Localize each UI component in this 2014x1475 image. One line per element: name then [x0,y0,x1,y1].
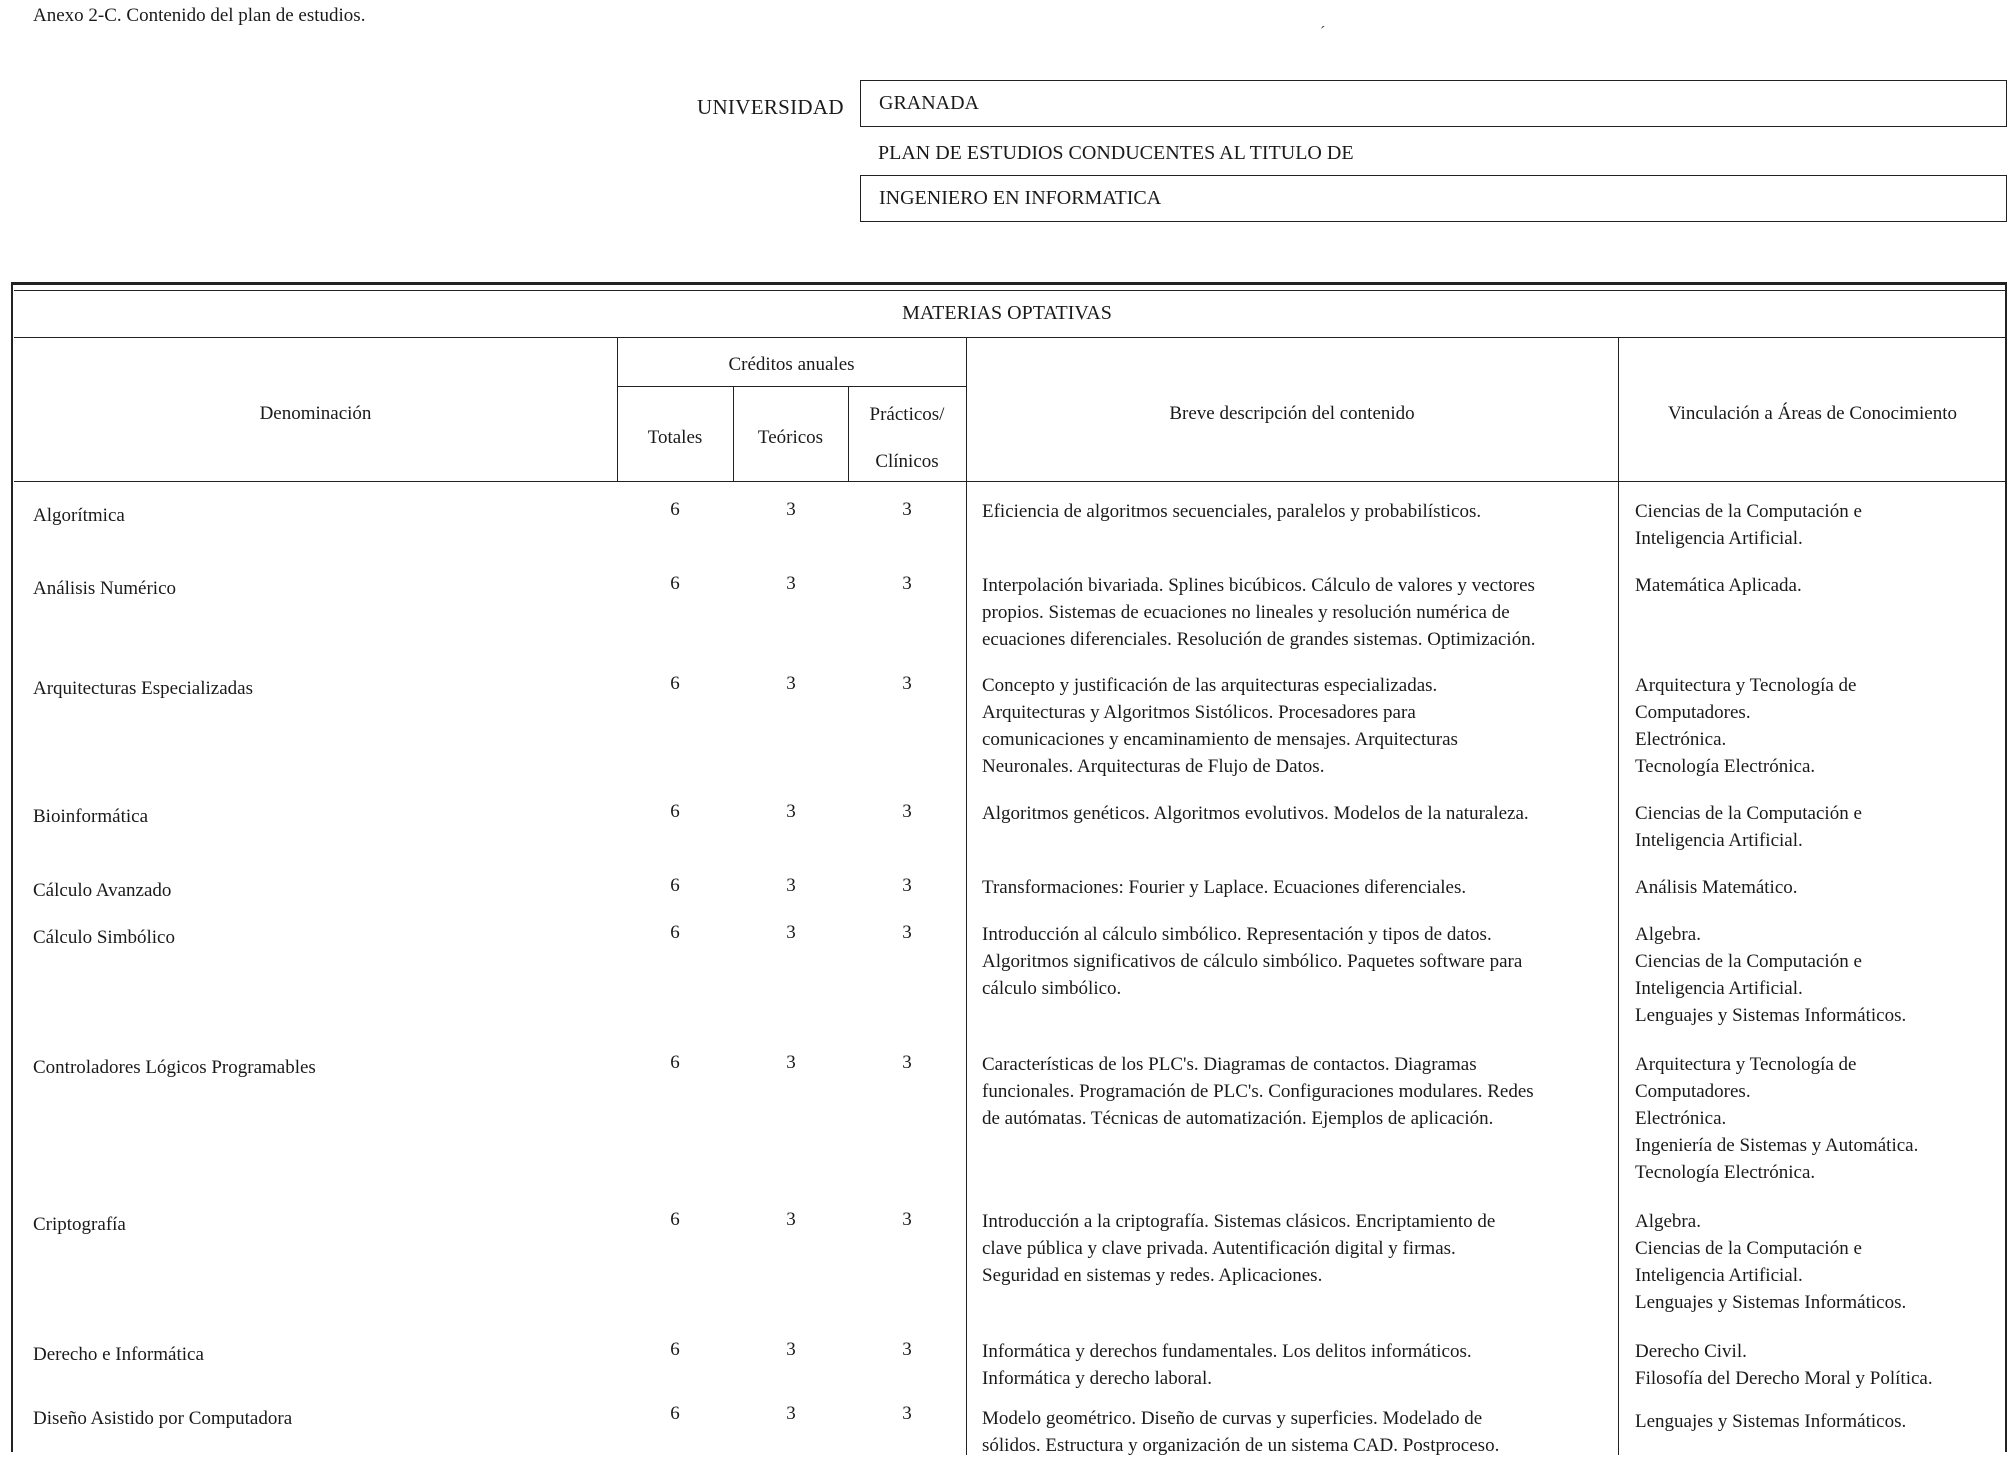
col-denominacion: Denominación [259,403,372,424]
row-areas: Derecho Civil. Filosofía del Derecho Moral y Política. [1635,1341,1933,1389]
col-creditos: Créditos anuales [728,354,855,375]
row-description: Concepto y justificación de las arquitecturas especializadas. Arquitecturas y Algoritmos Sistólicos. Procesadores para comunicaciones y encaminamiento de mensajes. Arquitecturas Neuronales. Arquitecturas de Flujo de Datos. [982,675,1458,777]
row-totales: 6 [670,673,680,694]
header-bottom-rule [14,481,2005,482]
row-areas: Algebra. Ciencias de la Computación e Inteligencia Artificial. Lenguajes y Sistemas Informáticos. [1635,1211,1907,1313]
row-practicos: 3 [902,1339,912,1360]
row-description: Transformaciones: Fourier y Laplace. Ecuaciones diferenciales. [982,877,1467,898]
row-areas: Arquitectura y Tecnología de Computadores. Electrónica. Tecnología Electrónica. [1635,675,1857,777]
scan-mark: ´ [1320,24,1326,41]
row-areas: Ciencias de la Computación e Inteligencia Artificial. [1635,803,1862,851]
row-name: Cálculo Simbólico [33,927,175,948]
creditos-rule [617,386,966,387]
col-divider [1618,337,1619,1455]
row-areas: Ciencias de la Computación e Inteligencia Artificial. [1635,501,1862,549]
row-description: Interpolación bivariada. Splines bicúbicos. Cálculo de valores y vectores propios. Sistemas de ecuaciones no lineales y resolución numérica de ecuaciones diferenciales. Resolución de grandes sistemas. Optimización. [982,575,1536,650]
col-clinicos: Clínicos [875,451,939,472]
row-teoricos: 3 [786,1209,796,1230]
row-areas: Algebra. Ciencias de la Computación e Inteligencia Artificial. Lenguajes y Sistemas Informáticos. [1635,924,1907,1026]
row-practicos: 3 [902,499,912,520]
row-practicos: 3 [902,875,912,896]
plan-label: PLAN DE ESTUDIOS CONDUCENTES AL TITULO DE [878,142,1354,164]
row-teoricos: 3 [786,922,796,943]
universidad-label: UNIVERSIDAD [697,95,844,119]
row-practicos: 3 [902,1403,912,1424]
titulo-field: INGENIERO EN INFORMATICA [860,175,2007,222]
row-teoricos: 3 [786,1339,796,1360]
row-teoricos: 3 [786,875,796,896]
row-areas: Lenguajes y Sistemas Informáticos. [1635,1411,1907,1432]
row-name: Controladores Lógicos Programables [33,1057,316,1078]
row-description: Informática y derechos fundamentales. Los delitos informáticos. Informática y derecho laboral. [982,1341,1472,1389]
col-descripcion: Breve descripción del contenido [1169,403,1415,424]
header-rule [14,337,2005,338]
row-name: Análisis Numérico [33,578,177,599]
row-teoricos: 3 [786,573,796,594]
row-description: Introducción al cálculo simbólico. Representación y tipos de datos. Algoritmos significativos de cálculo simbólico. Paquetes software para cálculo simbólico. [982,924,1523,999]
row-teoricos: 3 [786,499,796,520]
row-name: Diseño Asistido por Computadora [33,1408,293,1429]
row-totales: 6 [670,499,680,520]
row-teoricos: 3 [786,801,796,822]
row-practicos: 3 [902,673,912,694]
row-name: Algorítmica [33,505,125,526]
row-totales: 6 [670,922,680,943]
row-totales: 6 [670,1403,680,1424]
col-teoricos: Teóricos [757,427,824,448]
row-areas: Análisis Matemático. [1635,877,1798,898]
row-totales: 6 [670,1209,680,1230]
row-areas: Matemática Aplicada. [1635,575,1802,596]
table-title: MATERIAS OPTATIVAS [902,302,1112,324]
row-totales: 6 [670,875,680,896]
row-totales: 6 [670,801,680,822]
col-vinculacion: Vinculación a Áreas de Conocimiento [1667,403,1958,424]
row-teoricos: 3 [786,1403,796,1424]
row-practicos: 3 [902,573,912,594]
row-practicos: 3 [902,1209,912,1230]
row-totales: 6 [670,573,680,594]
col-divider [966,337,967,1455]
row-teoricos: 3 [786,1052,796,1073]
row-totales: 6 [670,1052,680,1073]
row-description: Características de los PLC's. Diagramas de contactos. Diagramas funcionales. Programación de PLC's. Configuraciones modulares. Redes de autómatas. Técnicas de automatización. Ejemplos de aplicación. [982,1054,1534,1129]
row-totales: 6 [670,1339,680,1360]
row-name: Arquitecturas Especializadas [33,678,253,699]
row-description: Eficiencia de algoritmos secuenciales, paralelos y probabilísticos. [982,501,1482,522]
row-teoricos: 3 [786,673,796,694]
annex-heading: Anexo 2-C. Contenido del plan de estudios. [33,5,366,26]
col-practicos: Prácticos/ [869,404,945,425]
universidad-field: GRANADA [860,80,2007,127]
row-name: Cálculo Avanzado [33,880,172,901]
row-areas: Arquitectura y Tecnología de Computadores. Electrónica. Ingeniería de Sistemas y Automática. Tecnología Electrónica. [1635,1054,1919,1183]
row-name: Bioinformática [33,806,149,827]
row-practicos: 3 [902,1052,912,1073]
row-name: Criptografía [33,1214,126,1235]
table-top-rule [14,290,2005,291]
row-practicos: 3 [902,922,912,943]
row-description: Algoritmos genéticos. Algoritmos evolutivos. Modelos de la naturaleza. [982,803,1529,824]
row-practicos: 3 [902,801,912,822]
col-totales: Totales [647,427,703,448]
row-description: Introducción a la criptografía. Sistemas clásicos. Encriptamiento de clave pública y clave privada. Autentificación digital y firmas. Seguridad en sistemas y redes. Aplicaciones. [982,1211,1496,1286]
row-name: Derecho e Informática [33,1344,204,1365]
row-description: Modelo geométrico. Diseño de curvas y superficies. Modelado de sólidos. Estructura y organización de un sistema CAD. Postproceso. [982,1408,1500,1456]
